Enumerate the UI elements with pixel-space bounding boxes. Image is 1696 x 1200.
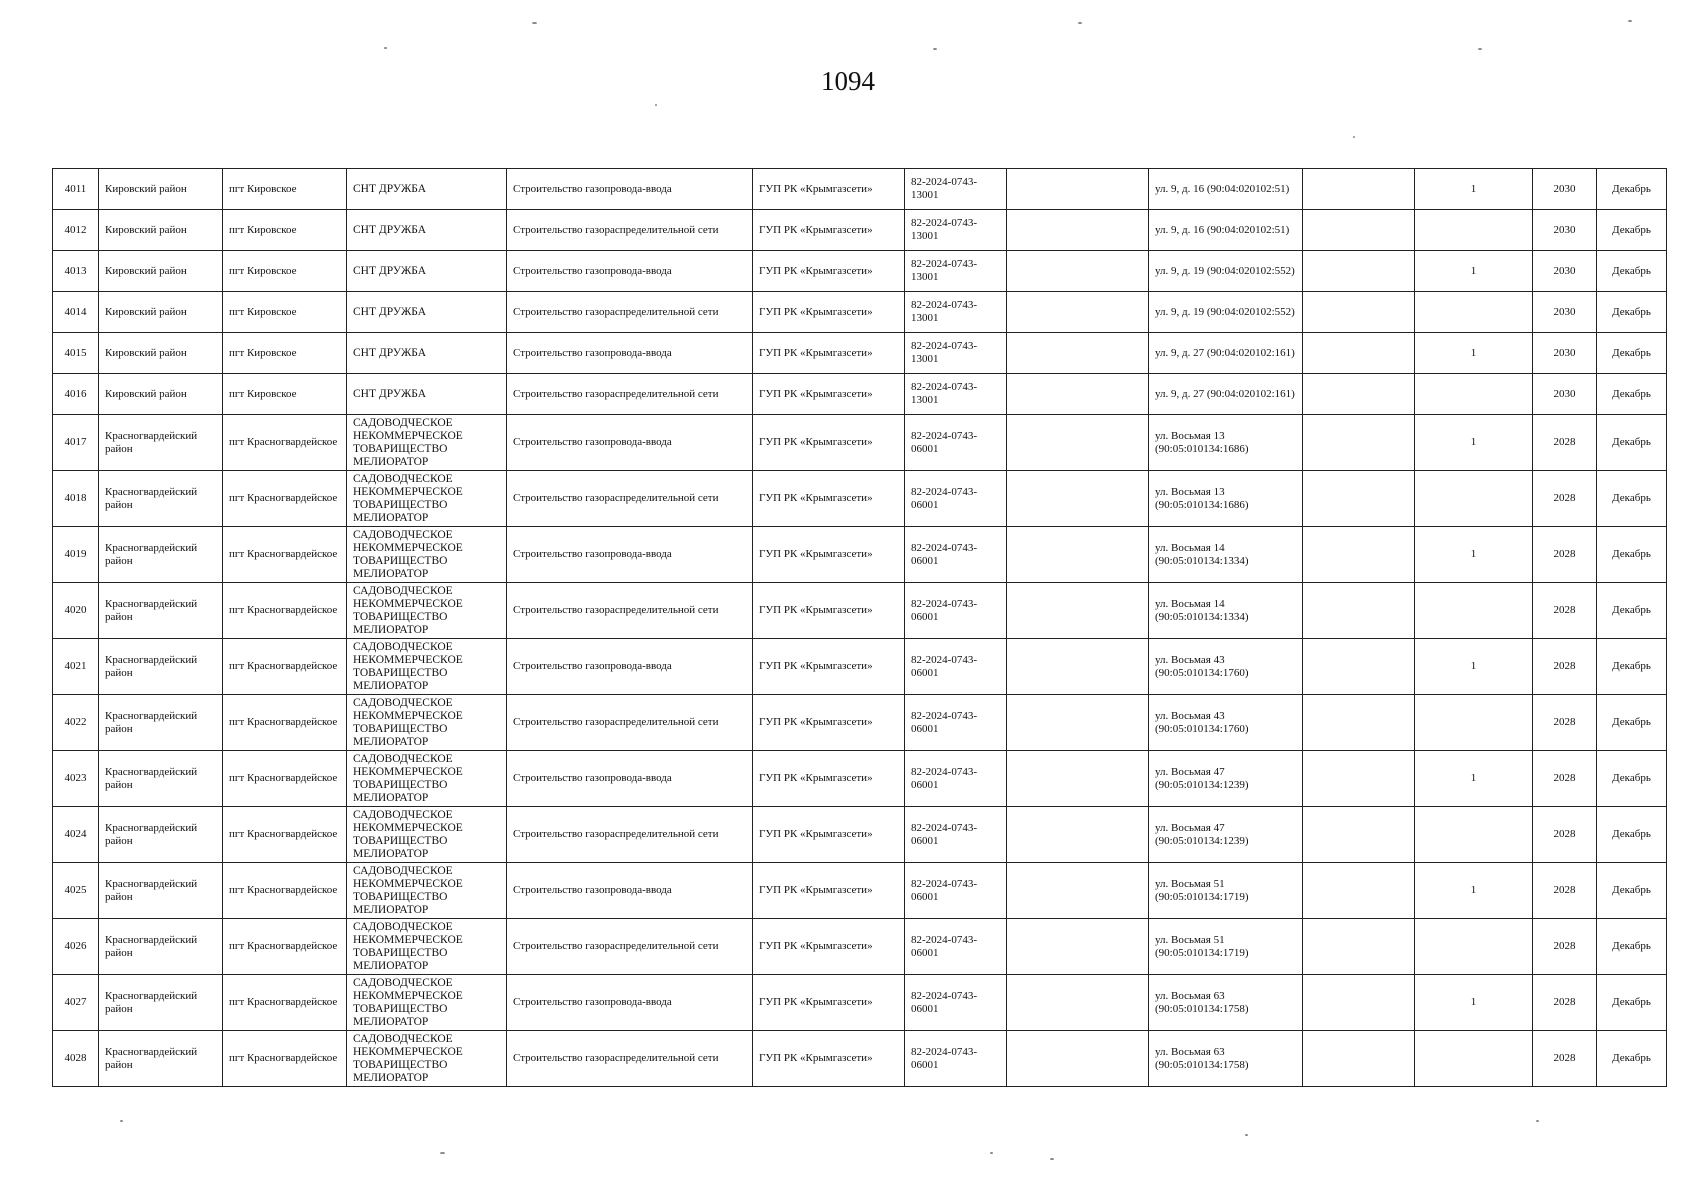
empty-cell xyxy=(1303,583,1415,639)
table-row xyxy=(53,292,1667,333)
year-cell: 2028 xyxy=(1533,415,1597,471)
empty-cell xyxy=(1007,751,1149,807)
empty-cell xyxy=(1303,169,1415,210)
empty-cell xyxy=(1303,415,1415,471)
work-type-cell: Строительство газопровода-ввода xyxy=(507,169,753,210)
empty-cell xyxy=(1007,807,1149,863)
work-type-cell: Строительство газораспределительной сети xyxy=(507,695,753,751)
operator-cell: ГУП РК «Крымгазсети» xyxy=(753,169,905,210)
empty-cell xyxy=(1007,415,1149,471)
code-cell: 82-2024-0743-06001 xyxy=(905,471,1007,527)
empty-cell xyxy=(1303,333,1415,374)
work-type-cell: Строительство газопровода-ввода xyxy=(507,415,753,471)
organization-cell: САДОВОДЧЕСКОЕ НЕКОММЕРЧЕСКОЕ ТОВАРИЩЕСТВО МЕЛИОРАТОР xyxy=(347,975,507,1031)
work-type-cell: Строительство газораспределительной сети xyxy=(507,292,753,333)
empty-cell xyxy=(1303,807,1415,863)
work-type-cell: Строительство газопровода-ввода xyxy=(507,751,753,807)
row-number: 4022 xyxy=(53,695,99,751)
table-body xyxy=(53,169,1667,1087)
empty-cell xyxy=(1007,919,1149,975)
table-row xyxy=(53,751,1667,807)
month-cell: Декабрь xyxy=(1597,639,1667,695)
year-cell: 2030 xyxy=(1533,251,1597,292)
month-cell: Декабрь xyxy=(1597,415,1667,471)
work-type-cell: Строительство газораспределительной сети xyxy=(507,471,753,527)
month-cell: Декабрь xyxy=(1597,292,1667,333)
empty-cell xyxy=(1303,751,1415,807)
quantity-cell xyxy=(1415,292,1533,333)
district-cell: Кировский район xyxy=(99,210,223,251)
operator-cell: ГУП РК «Крымгазсети» xyxy=(753,415,905,471)
address-cell: ул. Восьмая 47 (90:05:010134:1239) xyxy=(1149,751,1303,807)
empty-cell xyxy=(1303,863,1415,919)
settlement-cell: пгт Красногвардейское xyxy=(223,415,347,471)
district-cell: Красногвардейский район xyxy=(99,583,223,639)
settlement-cell: пгт Красногвардейское xyxy=(223,695,347,751)
settlement-cell: пгт Красногвардейское xyxy=(223,527,347,583)
empty-cell xyxy=(1303,975,1415,1031)
district-cell: Красногвардейский район xyxy=(99,863,223,919)
district-cell: Кировский район xyxy=(99,333,223,374)
address-cell: ул. Восьмая 43 (90:05:010134:1760) xyxy=(1149,695,1303,751)
year-cell: 2030 xyxy=(1533,374,1597,415)
empty-cell xyxy=(1007,583,1149,639)
operator-cell: ГУП РК «Крымгазсети» xyxy=(753,527,905,583)
district-cell: Красногвардейский район xyxy=(99,807,223,863)
month-cell: Декабрь xyxy=(1597,251,1667,292)
empty-cell xyxy=(1007,292,1149,333)
organization-cell: СНТ ДРУЖБА xyxy=(347,292,507,333)
quantity-cell: 1 xyxy=(1415,527,1533,583)
table-row xyxy=(53,583,1667,639)
work-type-cell: Строительство газопровода-ввода xyxy=(507,639,753,695)
organization-cell: САДОВОДЧЕСКОЕ НЕКОММЕРЧЕСКОЕ ТОВАРИЩЕСТВО МЕЛИОРАТОР xyxy=(347,919,507,975)
work-type-cell: Строительство газораспределительной сети xyxy=(507,583,753,639)
operator-cell: ГУП РК «Крымгазсети» xyxy=(753,583,905,639)
district-cell: Красногвардейский район xyxy=(99,527,223,583)
page-number: 1094 xyxy=(821,66,875,96)
year-cell: 2028 xyxy=(1533,751,1597,807)
month-cell: Декабрь xyxy=(1597,583,1667,639)
work-type-cell: Строительство газораспределительной сети xyxy=(507,210,753,251)
row-number: 4018 xyxy=(53,471,99,527)
empty-cell xyxy=(1007,210,1149,251)
year-cell: 2028 xyxy=(1533,1031,1597,1087)
quantity-cell: 1 xyxy=(1415,863,1533,919)
empty-cell xyxy=(1007,374,1149,415)
settlement-cell: пгт Кировское xyxy=(223,210,347,251)
work-type-cell: Строительство газопровода-ввода xyxy=(507,333,753,374)
row-number: 4012 xyxy=(53,210,99,251)
month-cell: Декабрь xyxy=(1597,863,1667,919)
year-cell: 2028 xyxy=(1533,919,1597,975)
empty-cell xyxy=(1303,919,1415,975)
empty-cell xyxy=(1007,695,1149,751)
work-type-cell: Строительство газораспределительной сети xyxy=(507,1031,753,1087)
address-cell: ул. 9, д. 16 (90:04:020102:51) xyxy=(1149,169,1303,210)
settlement-cell: пгт Красногвардейское xyxy=(223,583,347,639)
work-type-cell: Строительство газораспределительной сети xyxy=(507,807,753,863)
table-row xyxy=(53,210,1667,251)
organization-cell: СНТ ДРУЖБА xyxy=(347,210,507,251)
code-cell: 82-2024-0743-06001 xyxy=(905,695,1007,751)
district-cell: Кировский район xyxy=(99,169,223,210)
month-cell: Декабрь xyxy=(1597,919,1667,975)
quantity-cell xyxy=(1415,1031,1533,1087)
settlement-cell: пгт Кировское xyxy=(223,333,347,374)
empty-cell xyxy=(1303,1031,1415,1087)
table-row xyxy=(53,863,1667,919)
work-type-cell: Строительство газораспределительной сети xyxy=(507,919,753,975)
code-cell: 82-2024-0743-06001 xyxy=(905,527,1007,583)
row-number: 4015 xyxy=(53,333,99,374)
address-cell: ул. Восьмая 13 (90:05:010134:1686) xyxy=(1149,415,1303,471)
district-cell: Кировский район xyxy=(99,251,223,292)
table-row xyxy=(53,695,1667,751)
year-cell: 2028 xyxy=(1533,863,1597,919)
address-cell: ул. 9, д. 27 (90:04:020102:161) xyxy=(1149,333,1303,374)
row-number: 4024 xyxy=(53,807,99,863)
row-number: 4023 xyxy=(53,751,99,807)
month-cell: Декабрь xyxy=(1597,527,1667,583)
address-cell: ул. Восьмая 14 (90:05:010134:1334) xyxy=(1149,527,1303,583)
quantity-cell xyxy=(1415,583,1533,639)
empty-cell xyxy=(1303,471,1415,527)
organization-cell: САДОВОДЧЕСКОЕ НЕКОММЕРЧЕСКОЕ ТОВАРИЩЕСТВО МЕЛИОРАТОР xyxy=(347,415,507,471)
address-cell: ул. Восьмая 14 (90:05:010134:1334) xyxy=(1149,583,1303,639)
district-cell: Красногвардейский район xyxy=(99,919,223,975)
operator-cell: ГУП РК «Крымгазсети» xyxy=(753,975,905,1031)
year-cell: 2028 xyxy=(1533,583,1597,639)
quantity-cell xyxy=(1415,210,1533,251)
organization-cell: САДОВОДЧЕСКОЕ НЕКОММЕРЧЕСКОЕ ТОВАРИЩЕСТВО МЕЛИОРАТОР xyxy=(347,807,507,863)
code-cell: 82-2024-0743-06001 xyxy=(905,807,1007,863)
organization-cell: СНТ ДРУЖБА xyxy=(347,374,507,415)
table-row xyxy=(53,415,1667,471)
operator-cell: ГУП РК «Крымгазсети» xyxy=(753,695,905,751)
empty-cell xyxy=(1007,863,1149,919)
table-row xyxy=(53,807,1667,863)
row-number: 4026 xyxy=(53,919,99,975)
district-cell: Красногвардейский район xyxy=(99,751,223,807)
code-cell: 82-2024-0743-06001 xyxy=(905,639,1007,695)
address-cell: ул. Восьмая 43 (90:05:010134:1760) xyxy=(1149,639,1303,695)
operator-cell: ГУП РК «Крымгазсети» xyxy=(753,639,905,695)
address-cell: ул. Восьмая 63 (90:05:010134:1758) xyxy=(1149,975,1303,1031)
empty-cell xyxy=(1303,639,1415,695)
year-cell: 2028 xyxy=(1533,639,1597,695)
data-table xyxy=(52,168,1667,1087)
month-cell: Декабрь xyxy=(1597,751,1667,807)
settlement-cell: пгт Кировское xyxy=(223,292,347,333)
address-cell: ул. Восьмая 51 (90:05:010134:1719) xyxy=(1149,919,1303,975)
address-cell: ул. Восьмая 63 (90:05:010134:1758) xyxy=(1149,1031,1303,1087)
row-number: 4019 xyxy=(53,527,99,583)
row-number: 4021 xyxy=(53,639,99,695)
month-cell: Декабрь xyxy=(1597,210,1667,251)
district-cell: Красногвардейский район xyxy=(99,415,223,471)
year-cell: 2028 xyxy=(1533,975,1597,1031)
operator-cell: ГУП РК «Крымгазсети» xyxy=(753,210,905,251)
table-row xyxy=(53,527,1667,583)
organization-cell: САДОВОДЧЕСКОЕ НЕКОММЕРЧЕСКОЕ ТОВАРИЩЕСТВО МЕЛИОРАТОР xyxy=(347,639,507,695)
code-cell: 82-2024-0743-06001 xyxy=(905,919,1007,975)
row-number: 4028 xyxy=(53,1031,99,1087)
empty-cell xyxy=(1007,333,1149,374)
empty-cell xyxy=(1007,251,1149,292)
month-cell: Декабрь xyxy=(1597,975,1667,1031)
empty-cell xyxy=(1007,169,1149,210)
year-cell: 2030 xyxy=(1533,169,1597,210)
work-type-cell: Строительство газопровода-ввода xyxy=(507,251,753,292)
district-cell: Красногвардейский район xyxy=(99,695,223,751)
empty-cell xyxy=(1303,527,1415,583)
district-cell: Красногвардейский район xyxy=(99,639,223,695)
code-cell: 82-2024-0743-13001 xyxy=(905,169,1007,210)
organization-cell: СНТ ДРУЖБА xyxy=(347,169,507,210)
code-cell: 82-2024-0743-13001 xyxy=(905,210,1007,251)
empty-cell xyxy=(1007,639,1149,695)
empty-cell xyxy=(1303,374,1415,415)
organization-cell: САДОВОДЧЕСКОЕ НЕКОММЕРЧЕСКОЕ ТОВАРИЩЕСТВО МЕЛИОРАТОР xyxy=(347,863,507,919)
address-cell: ул. 9, д. 27 (90:04:020102:161) xyxy=(1149,374,1303,415)
quantity-cell: 1 xyxy=(1415,333,1533,374)
operator-cell: ГУП РК «Крымгазсети» xyxy=(753,919,905,975)
code-cell: 82-2024-0743-06001 xyxy=(905,415,1007,471)
year-cell: 2030 xyxy=(1533,210,1597,251)
table-row xyxy=(53,919,1667,975)
organization-cell: СНТ ДРУЖБА xyxy=(347,251,507,292)
settlement-cell: пгт Кировское xyxy=(223,251,347,292)
settlement-cell: пгт Красногвардейское xyxy=(223,1031,347,1087)
year-cell: 2028 xyxy=(1533,807,1597,863)
row-number: 4017 xyxy=(53,415,99,471)
quantity-cell: 1 xyxy=(1415,639,1533,695)
empty-cell xyxy=(1303,251,1415,292)
row-number: 4025 xyxy=(53,863,99,919)
settlement-cell: пгт Красногвардейское xyxy=(223,919,347,975)
operator-cell: ГУП РК «Крымгазсети» xyxy=(753,374,905,415)
work-type-cell: Строительство газопровода-ввода xyxy=(507,863,753,919)
quantity-cell: 1 xyxy=(1415,751,1533,807)
code-cell: 82-2024-0743-06001 xyxy=(905,1031,1007,1087)
quantity-cell xyxy=(1415,374,1533,415)
quantity-cell xyxy=(1415,807,1533,863)
quantity-cell: 1 xyxy=(1415,415,1533,471)
empty-cell xyxy=(1007,1031,1149,1087)
settlement-cell: пгт Красногвардейское xyxy=(223,751,347,807)
code-cell: 82-2024-0743-13001 xyxy=(905,292,1007,333)
settlement-cell: пгт Красногвардейское xyxy=(223,639,347,695)
year-cell: 2028 xyxy=(1533,695,1597,751)
table-row xyxy=(53,374,1667,415)
operator-cell: ГУП РК «Крымгазсети» xyxy=(753,292,905,333)
month-cell: Декабрь xyxy=(1597,333,1667,374)
row-number: 4011 xyxy=(53,169,99,210)
operator-cell: ГУП РК «Крымгазсети» xyxy=(753,1031,905,1087)
empty-cell xyxy=(1007,527,1149,583)
district-cell: Красногвардейский район xyxy=(99,975,223,1031)
table-row xyxy=(53,975,1667,1031)
year-cell: 2028 xyxy=(1533,527,1597,583)
organization-cell: САДОВОДЧЕСКОЕ НЕКОММЕРЧЕСКОЕ ТОВАРИЩЕСТВО МЕЛИОРАТОР xyxy=(347,1031,507,1087)
row-number: 4014 xyxy=(53,292,99,333)
month-cell: Декабрь xyxy=(1597,374,1667,415)
year-cell: 2030 xyxy=(1533,292,1597,333)
settlement-cell: пгт Красногвардейское xyxy=(223,807,347,863)
settlement-cell: пгт Кировское xyxy=(223,169,347,210)
code-cell: 82-2024-0743-13001 xyxy=(905,374,1007,415)
work-type-cell: Строительство газораспределительной сети xyxy=(507,374,753,415)
address-cell: ул. 9, д. 19 (90:04:020102:552) xyxy=(1149,251,1303,292)
operator-cell: ГУП РК «Крымгазсети» xyxy=(753,333,905,374)
district-cell: Красногвардейский район xyxy=(99,1031,223,1087)
address-cell: ул. Восьмая 47 (90:05:010134:1239) xyxy=(1149,807,1303,863)
month-cell: Декабрь xyxy=(1597,169,1667,210)
address-cell: ул. 9, д. 19 (90:04:020102:552) xyxy=(1149,292,1303,333)
settlement-cell: пгт Красногвардейское xyxy=(223,471,347,527)
quantity-cell xyxy=(1415,695,1533,751)
month-cell: Декабрь xyxy=(1597,807,1667,863)
empty-cell xyxy=(1007,471,1149,527)
district-cell: Кировский район xyxy=(99,292,223,333)
organization-cell: СНТ ДРУЖБА xyxy=(347,333,507,374)
row-number: 4013 xyxy=(53,251,99,292)
year-cell: 2028 xyxy=(1533,471,1597,527)
operator-cell: ГУП РК «Крымгазсети» xyxy=(753,751,905,807)
district-cell: Кировский район xyxy=(99,374,223,415)
empty-cell xyxy=(1007,975,1149,1031)
quantity-cell: 1 xyxy=(1415,975,1533,1031)
table-row xyxy=(53,251,1667,292)
code-cell: 82-2024-0743-13001 xyxy=(905,333,1007,374)
quantity-cell: 1 xyxy=(1415,169,1533,210)
operator-cell: ГУП РК «Крымгазсети» xyxy=(753,863,905,919)
code-cell: 82-2024-0743-06001 xyxy=(905,863,1007,919)
table-row xyxy=(53,169,1667,210)
operator-cell: ГУП РК «Крымгазсети» xyxy=(753,471,905,527)
code-cell: 82-2024-0743-06001 xyxy=(905,975,1007,1031)
settlement-cell: пгт Кировское xyxy=(223,374,347,415)
empty-cell xyxy=(1303,292,1415,333)
quantity-cell: 1 xyxy=(1415,251,1533,292)
code-cell: 82-2024-0743-06001 xyxy=(905,751,1007,807)
address-cell: ул. Восьмая 13 (90:05:010134:1686) xyxy=(1149,471,1303,527)
quantity-cell xyxy=(1415,471,1533,527)
district-cell: Красногвардейский район xyxy=(99,471,223,527)
row-number: 4016 xyxy=(53,374,99,415)
month-cell: Декабрь xyxy=(1597,471,1667,527)
settlement-cell: пгт Красногвардейское xyxy=(223,863,347,919)
quantity-cell xyxy=(1415,919,1533,975)
settlement-cell: пгт Красногвардейское xyxy=(223,975,347,1031)
organization-cell: САДОВОДЧЕСКОЕ НЕКОММЕРЧЕСКОЕ ТОВАРИЩЕСТВО МЕЛИОРАТОР xyxy=(347,527,507,583)
empty-cell xyxy=(1303,695,1415,751)
work-type-cell: Строительство газопровода-ввода xyxy=(507,527,753,583)
organization-cell: САДОВОДЧЕСКОЕ НЕКОММЕРЧЕСКОЕ ТОВАРИЩЕСТВО МЕЛИОРАТОР xyxy=(347,471,507,527)
empty-cell xyxy=(1303,210,1415,251)
row-number: 4020 xyxy=(53,583,99,639)
table-row xyxy=(53,1031,1667,1087)
work-type-cell: Строительство газопровода-ввода xyxy=(507,975,753,1031)
month-cell: Декабрь xyxy=(1597,695,1667,751)
month-cell: Декабрь xyxy=(1597,1031,1667,1087)
code-cell: 82-2024-0743-06001 xyxy=(905,583,1007,639)
operator-cell: ГУП РК «Крымгазсети» xyxy=(753,807,905,863)
year-cell: 2030 xyxy=(1533,333,1597,374)
code-cell: 82-2024-0743-13001 xyxy=(905,251,1007,292)
organization-cell: САДОВОДЧЕСКОЕ НЕКОММЕРЧЕСКОЕ ТОВАРИЩЕСТВО МЕЛИОРАТОР xyxy=(347,695,507,751)
organization-cell: САДОВОДЧЕСКОЕ НЕКОММЕРЧЕСКОЕ ТОВАРИЩЕСТВО МЕЛИОРАТОР xyxy=(347,751,507,807)
operator-cell: ГУП РК «Крымгазсети» xyxy=(753,251,905,292)
address-cell: ул. 9, д. 16 (90:04:020102:51) xyxy=(1149,210,1303,251)
row-number: 4027 xyxy=(53,975,99,1031)
organization-cell: САДОВОДЧЕСКОЕ НЕКОММЕРЧЕСКОЕ ТОВАРИЩЕСТВО МЕЛИОРАТОР xyxy=(347,583,507,639)
address-cell: ул. Восьмая 51 (90:05:010134:1719) xyxy=(1149,863,1303,919)
table-row xyxy=(53,639,1667,695)
table-row xyxy=(53,471,1667,527)
table-row xyxy=(53,333,1667,374)
